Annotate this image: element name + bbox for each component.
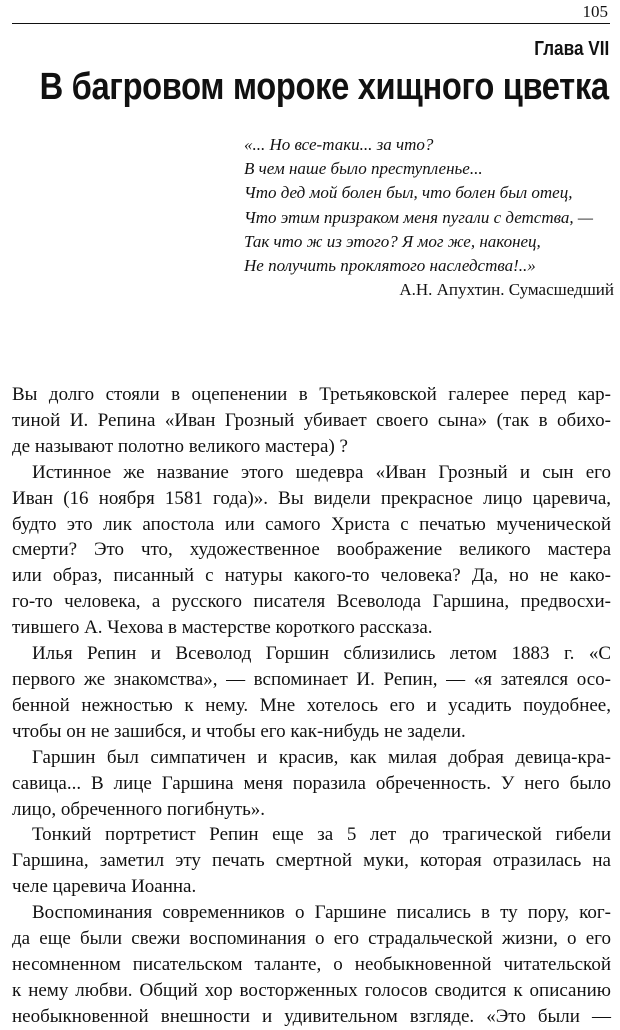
text-line: бенной нежностью к нему. Мне хотелось его и усадить поудобнее,	[12, 694, 611, 716]
epigraph-line: Не получить проклятого наследства!..»	[244, 256, 536, 276]
epigraph	[244, 133, 614, 302]
chapter-title: В багровом мороке хищного цветка	[39, 66, 609, 108]
epigraph-line: В чем наше было преступленье...	[244, 159, 483, 179]
text-line: Иван (16 ноября 1581 года)». Вы видели прекрасное лицо царевича,	[12, 487, 611, 509]
text-line: или образ, писанный с натуры какого-то человека? Да, но не како-	[12, 565, 611, 587]
page-number: 105	[582, 2, 608, 21]
text-line: несомненном писательском таланте, о необыкновенной читательской	[12, 953, 611, 975]
text-line: к нему любви. Общий хор восторженных голосов сводится к описанию	[12, 979, 611, 1001]
paragraph	[12, 641, 611, 745]
header-rule	[12, 23, 610, 24]
text-line: Воспоминания современников о Гаршине писались в ту пору, ког-	[32, 902, 611, 924]
text-line: первого же знакомства», — вспоминает И. Репин, — «я затеялся осо-	[12, 668, 611, 690]
text-line: Истинное же название этого шедевра «Иван Грозный и сын его	[32, 461, 611, 483]
epigraph-line: Так что ж из этого? Я мог же, наконец,	[244, 231, 541, 251]
text-line: Тонкий портретист Репин еще за 5 лет до трагической гибели	[32, 824, 611, 846]
paragraph	[12, 745, 611, 823]
text-line: челе царевича Иоанна.	[12, 876, 197, 898]
epigraph-line: Что дед мой болен был, что болен был отец,	[244, 183, 573, 203]
text-line: го-то человека, а русского писателя Всеволода Гаршина, предвосхи-	[12, 591, 611, 613]
text-line: чтобы он не зашибся, и чтобы его как-нибудь не задели.	[12, 720, 466, 742]
text-line: Илья Репин и Всеволод Горшин сблизились летом 1883 г. «С	[32, 643, 611, 665]
text-line: Гаршина, заметил эту печать смертной муки, которая отразилась на	[12, 850, 611, 872]
text-line: лицо, обреченного погибнуть».	[12, 798, 266, 820]
text-line: будто это лик апостола или самого Христа с печатью мученической	[12, 513, 611, 535]
epigraph-line: «... Но все-таки... за что?	[244, 135, 434, 154]
text-line: Гаршин был симпатичен и красив, как милая добрая девица-кра-	[32, 746, 611, 768]
paragraph	[12, 460, 611, 641]
paragraph	[12, 900, 611, 1030]
chapter-label: Глава VII	[533, 38, 609, 60]
text-line: необыкновенной внешности и удивительном взгляде. «Это были —	[12, 1005, 611, 1027]
epigraph-line: Что этим призраком меня пугали с детства, —	[244, 207, 593, 227]
text-line: савица... В лице Гаршина меня поразила обреченность. У него было	[12, 772, 611, 794]
text-line: де называют полотно великого мастера) ?	[12, 435, 348, 457]
text-line: да еще были свежи воспоминания о его страдальческой жизни, о его	[12, 928, 611, 950]
text-line: Вы долго стояли в оцепенении в Третьяковской галерее перед кар-	[12, 384, 611, 405]
paragraph	[12, 822, 611, 900]
body-text	[12, 382, 611, 1030]
epigraph-source: А.Н. Апухтин. Сумасшедший	[399, 280, 614, 300]
text-line: тившего А. Чехова в мастерстве короткого рассказа.	[12, 617, 433, 639]
paragraph	[12, 382, 611, 460]
text-line: смерти? Это что, художественное воображение великого мастера	[12, 539, 611, 561]
text-line: тиной И. Репина «Иван Грозный убивает своего сына» (так в обихо-	[12, 409, 611, 431]
